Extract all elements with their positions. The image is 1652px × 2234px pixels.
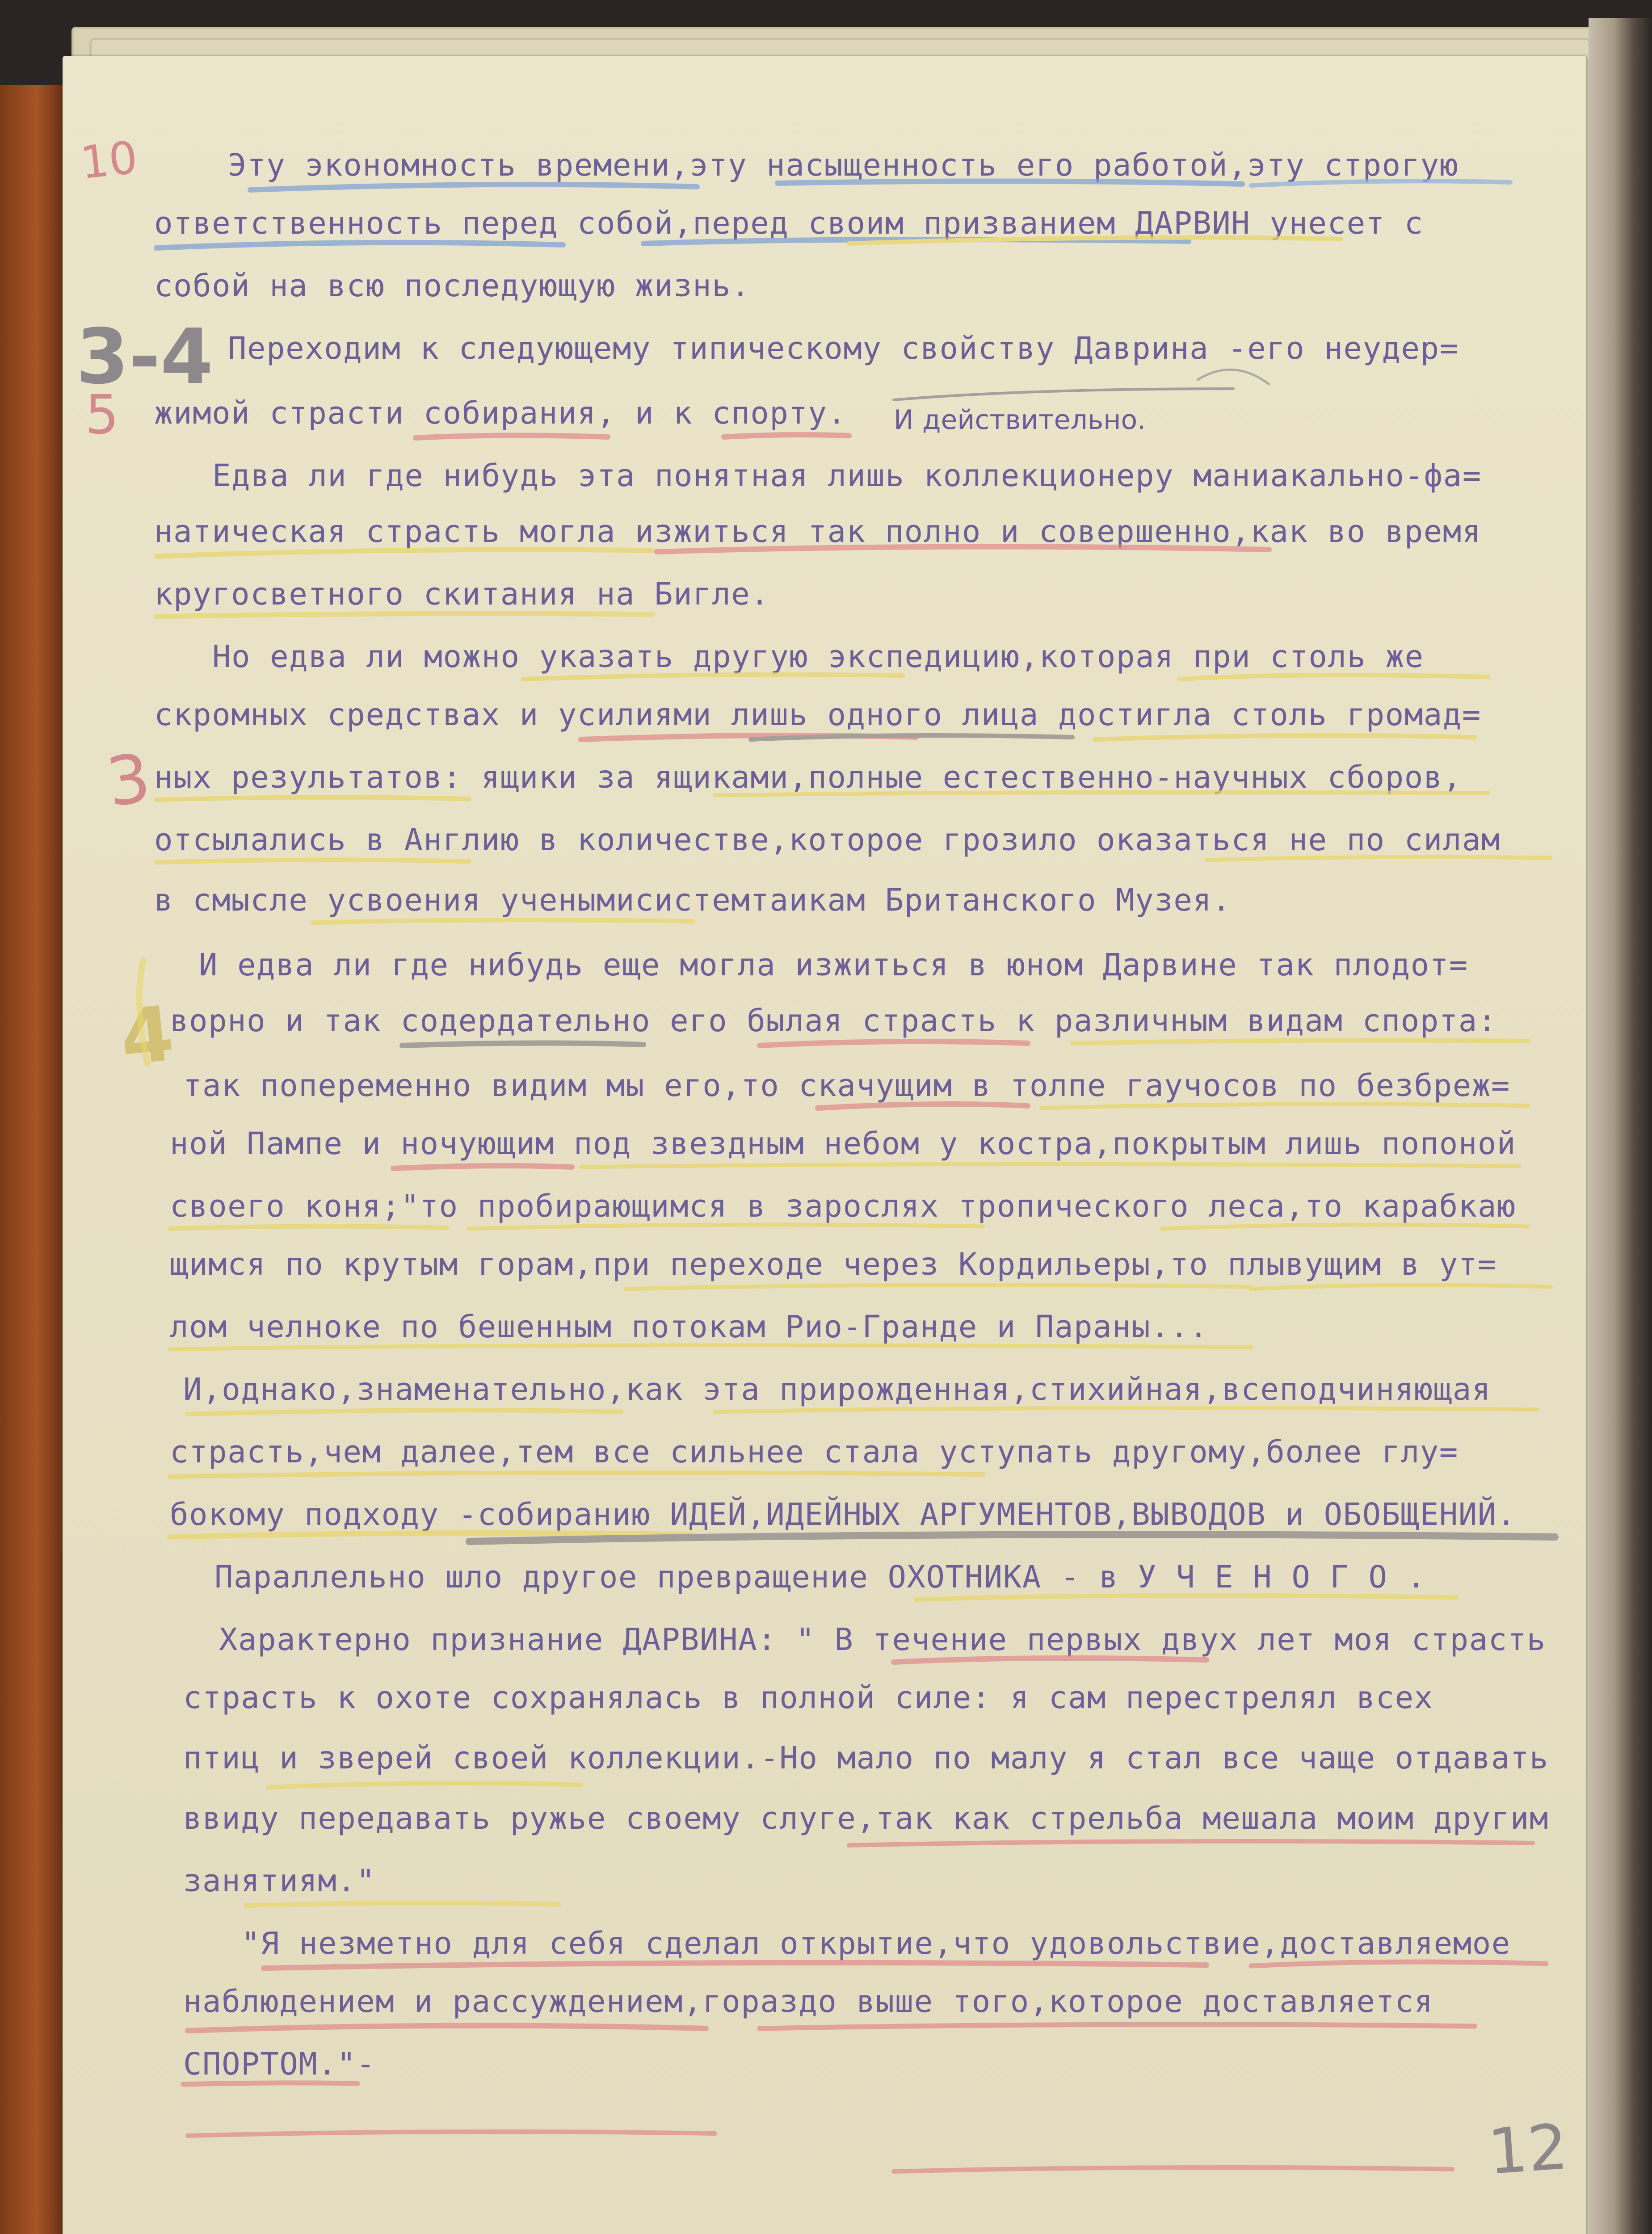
margin-number-top: 10 bbox=[78, 131, 140, 189]
text-line: И,однако,знаменательно,как эта прирожденная,стихийная,всеподчиняющая bbox=[183, 1372, 1491, 1407]
text-line: И едва ли где нибудь еще могла изжиться в юном Дарвине так плодот= bbox=[199, 947, 1468, 983]
binder-right-edge bbox=[1589, 18, 1652, 2234]
text-line: своего коня;"то пробирающимся в зарослях тропического леса,то карабкаю bbox=[170, 1188, 1516, 1224]
text-line: ворно и так содердательно его былая страсть к различным видам спорта: bbox=[170, 1003, 1497, 1039]
text-line: натическая страсть могла изжиться так полно и совершенно,как во время bbox=[154, 514, 1481, 550]
text-line: ной Пампе и ночующим под звездным небом у костра,покрытым лишь попоной bbox=[170, 1126, 1516, 1162]
text-line: Переходим к следующему типическому свойству Даврина -его неудер= bbox=[228, 331, 1459, 366]
text-line: скромных средствах и усилиями лишь одного лица достигла столь громад= bbox=[154, 697, 1481, 733]
text-line: Эту экономность времени,эту насыщенность его работой,эту строгую bbox=[228, 147, 1459, 183]
text-line: кругосветного скитания на Бигле. bbox=[154, 576, 770, 612]
text-line: страсть,чем далее,тем все сильнее стала уступать другому,более глу= bbox=[170, 1434, 1459, 1470]
text-line: страсть к охоте сохранялась в полной силе: я сам перестрелял всех bbox=[183, 1680, 1433, 1716]
text-line: занятиям." bbox=[183, 1863, 376, 1899]
text-line: бокому подходу -собиранию ИДЕЙ,ИДЕЙНЫХ АРГУМЕНТОВ,ВЫВОДОВ и ОБОБЩЕНИЙ. bbox=[170, 1497, 1516, 1533]
text-line: щимся по крутым горам,при переходе через Кордильеры,то плывущим в ут= bbox=[170, 1247, 1497, 1282]
text-line: наблюдением и рассуждением,гораздо выше того,которое доставляется bbox=[183, 1984, 1433, 2020]
text-line: собой на всю последующую жизнь. bbox=[154, 268, 751, 304]
text-line: "Я незметно для себя сделал открытие,что удовольствие,доставляемое bbox=[241, 1926, 1511, 1961]
text-line: птиц и зверей своей коллекции.-Но мало по малу я стал все чаще отдавать bbox=[183, 1740, 1549, 1776]
margin-section-mark-5: 5 bbox=[85, 384, 119, 446]
text-line: Параллельно шло другое превращение ОХОТНИКА - в У Ч Е Н О Г О . bbox=[214, 1559, 1426, 1595]
text-line: Но едва ли можно указать другую экспедицию,которая при столь же bbox=[212, 639, 1424, 675]
margin-section-mark-3-4: 3-4 bbox=[76, 313, 214, 401]
binder-left-edge bbox=[0, 85, 67, 2234]
text-line: в смысле усвоения ученымисистемтаикам Британского Музея. bbox=[154, 882, 1232, 918]
text-line: ввиду передавать ружье своему слуге,так как стрельба мешала моим другим bbox=[183, 1801, 1549, 1836]
text-line: отсылались в Англию в количестве,которое грозило оказаться не по силам bbox=[154, 822, 1501, 858]
margin-section-mark-3: 3 bbox=[102, 739, 156, 822]
page-number: 12 bbox=[1485, 2110, 1570, 2189]
text-line: ответственность перед собой,перед своим призванием ДАРВИН унесет с bbox=[154, 206, 1424, 241]
text-line: Характерно признание ДАРВИНА: " В течение первых двух лет моя страсть bbox=[219, 1622, 1546, 1658]
text-line: СПОРТОМ."- bbox=[183, 2046, 376, 2082]
handwritten-insert: И действительно. bbox=[894, 404, 1146, 436]
text-line: лом челноке по бешенным потокам Рио-Гранде и Параны... bbox=[170, 1309, 1209, 1345]
text-line: так попеременно видим мы его,то скачущим в толпе гаучосов по безбреж= bbox=[183, 1068, 1510, 1104]
text-line: Едва ли где нибудь эта понятная лишь коллекционеру маниакально-фа= bbox=[212, 458, 1482, 494]
margin-section-mark-4: 4 bbox=[116, 989, 178, 1083]
text-line: жимой страсти собирания, и к спорту. bbox=[154, 395, 847, 431]
text-line: ных результатов: ящики за ящиками,полные естественно-научных сборов, bbox=[154, 760, 1462, 795]
